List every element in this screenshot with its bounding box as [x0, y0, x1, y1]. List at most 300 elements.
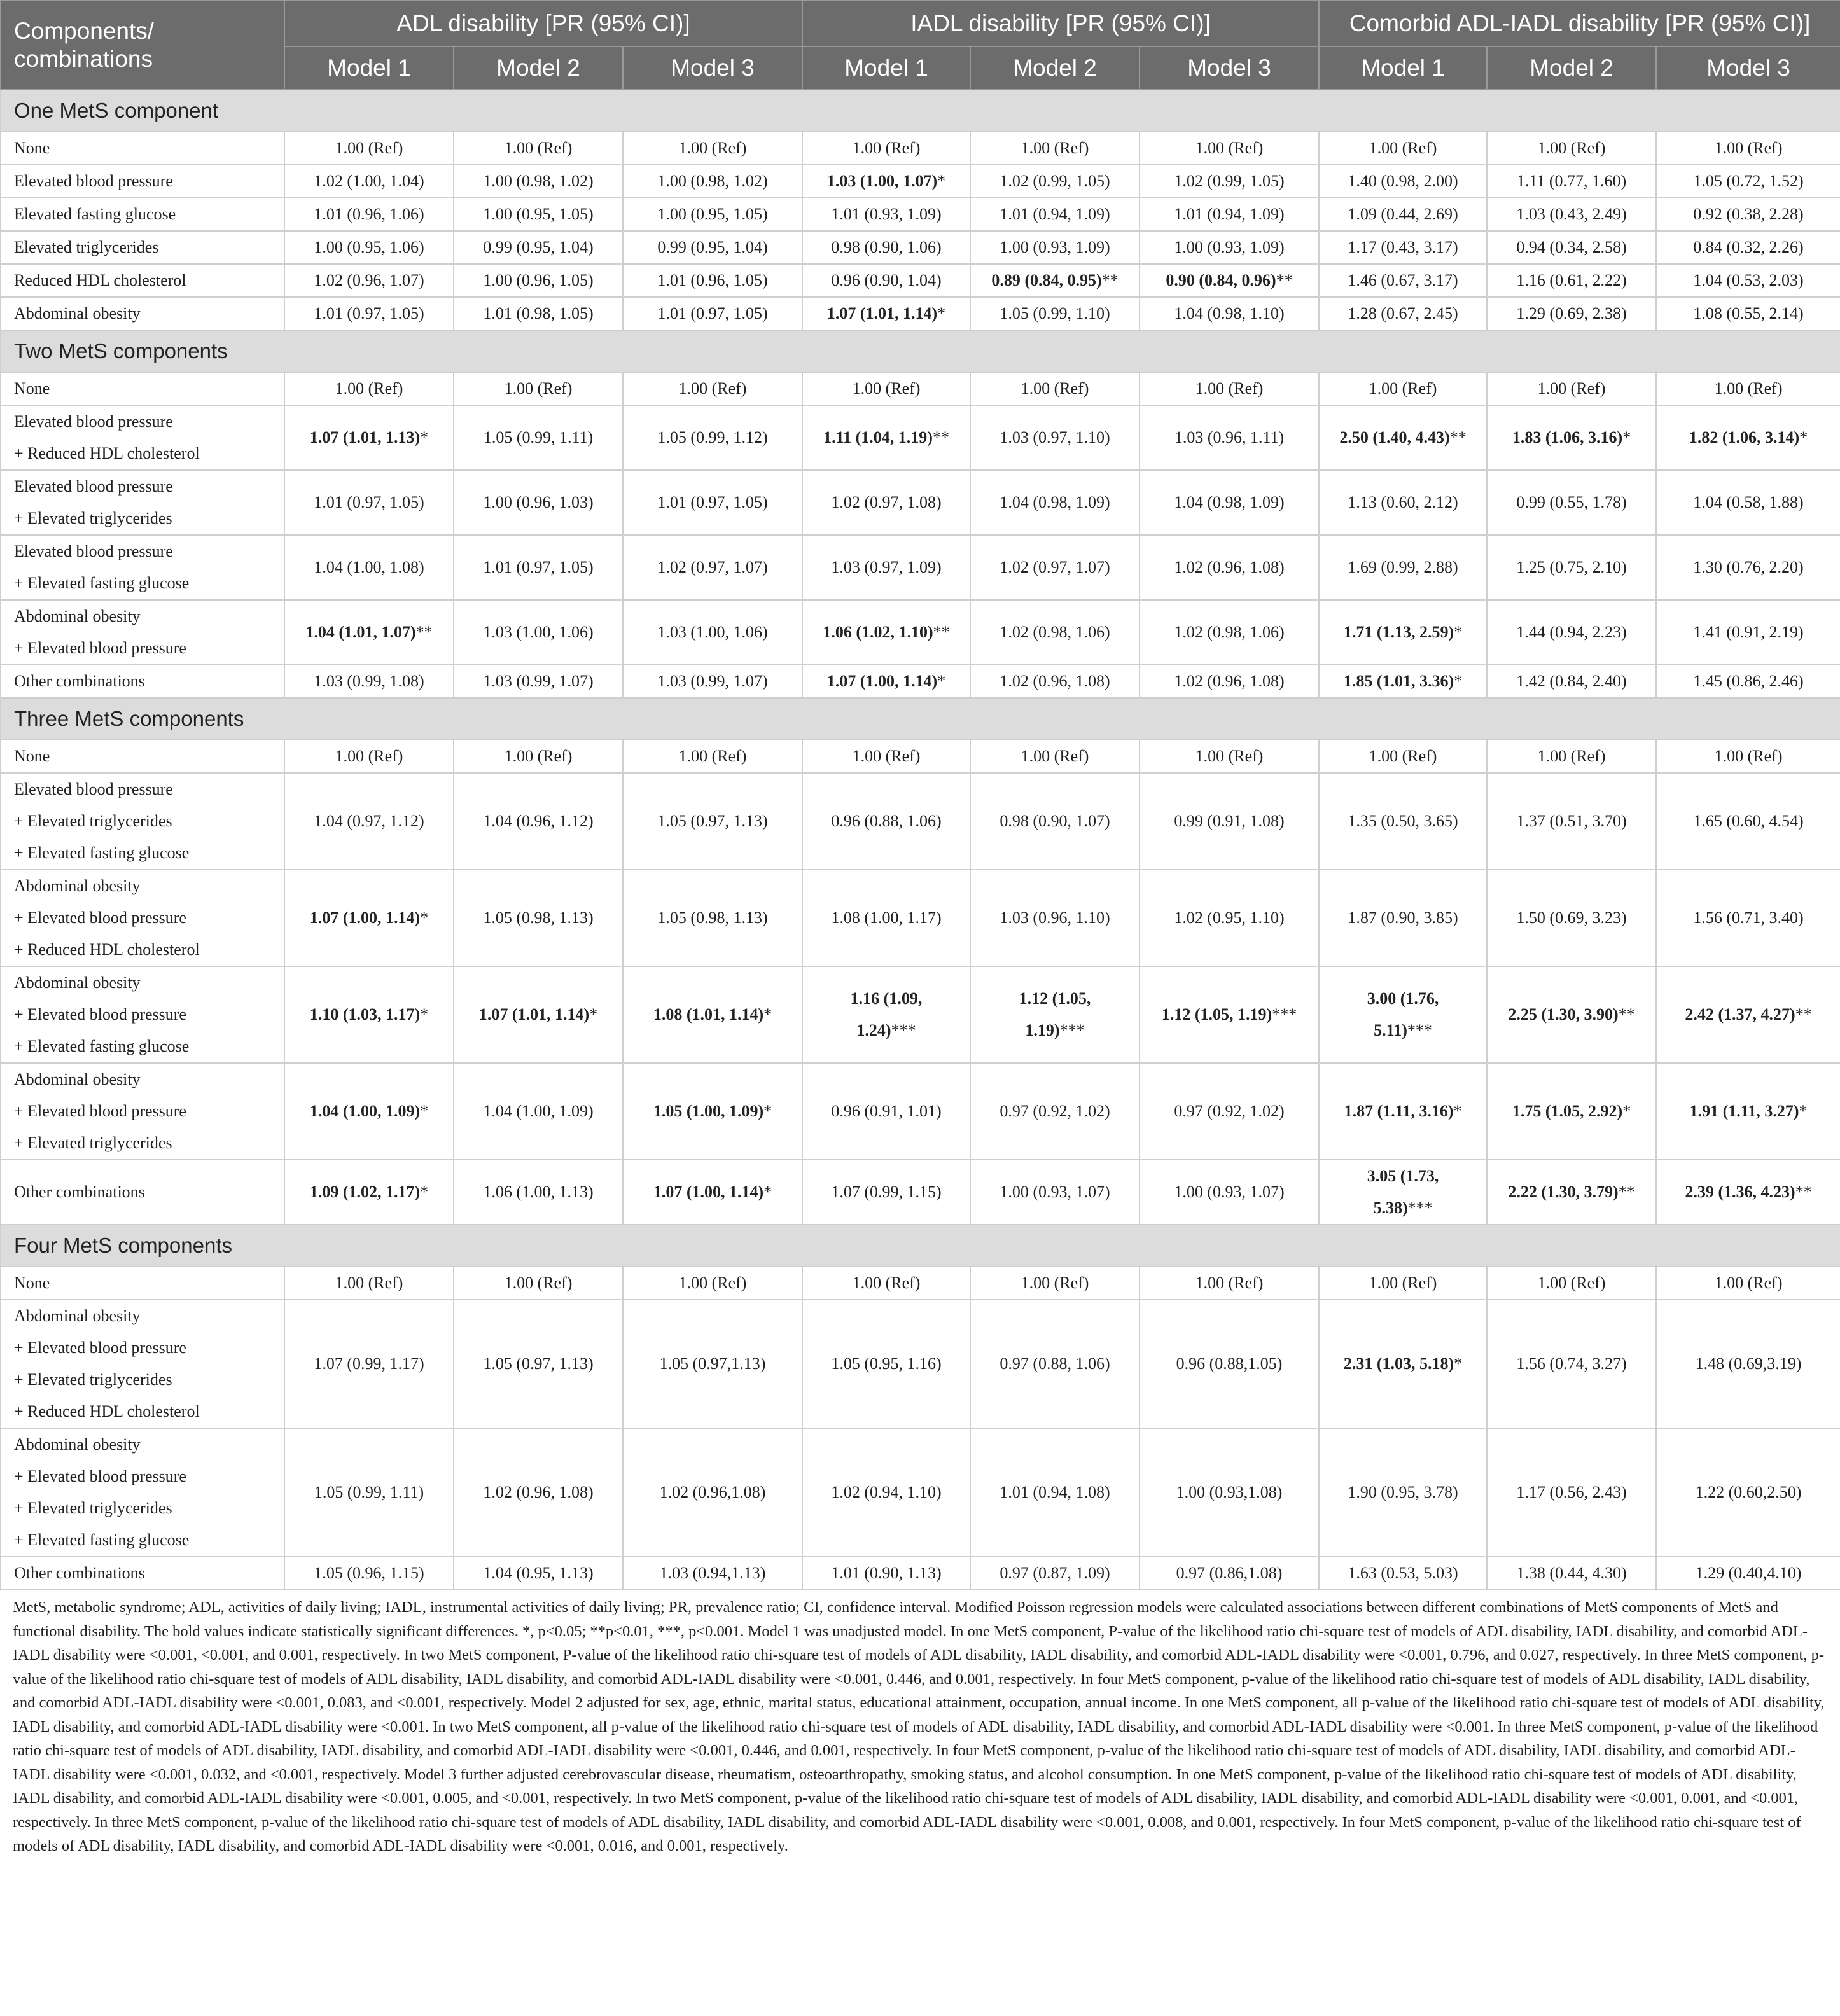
significance-marker: ** [1618, 1005, 1635, 1024]
table-cell: 1.87 (1.11, 3.16)* [1319, 1063, 1487, 1160]
model-header: Model 3 [1140, 46, 1319, 90]
table-cell: 0.84 (0.32, 2.26) [1656, 231, 1840, 264]
row-label: Other combinations [1, 1557, 284, 1590]
row-label: Elevated blood pressure + Elevated triglycerides [1, 470, 284, 535]
table-cell: 1.02 (0.99, 1.05) [970, 165, 1140, 198]
table-cell: 1.02 (0.96, 1.08) [454, 1428, 623, 1557]
table-cell: 1.03 (0.99, 1.07) [454, 665, 623, 698]
table-cell: 1.00 (Ref) [802, 740, 970, 773]
table-cell: 1.05 (1.00, 1.09)* [623, 1063, 802, 1160]
significance-marker: * [420, 1183, 429, 1201]
significance-marker: * [1454, 672, 1463, 690]
model-header: Model 3 [623, 46, 802, 90]
table-cell: 1.35 (0.50, 3.65) [1319, 773, 1487, 870]
table-row [1, 264, 1840, 297]
table-cell: 1.00 (Ref) [284, 1267, 454, 1300]
table-cell: 1.00 (0.95, 1.05) [623, 198, 802, 231]
table-row [1, 600, 1840, 665]
table-cell: 1.05 (0.97, 1.13) [623, 773, 802, 870]
table-cell: 1.03 (0.97, 1.09) [802, 535, 970, 600]
table-cell: 1.00 (Ref) [970, 1267, 1140, 1300]
table-cell: 2.25 (1.30, 3.90)** [1487, 966, 1656, 1063]
table-cell: 1.00 (Ref) [1319, 132, 1487, 165]
table-cell: 1.06 (1.00, 1.13) [454, 1160, 623, 1225]
row-label: Elevated triglycerides [1, 231, 284, 264]
significance-marker: * [763, 1102, 772, 1120]
table-cell: 0.97 (0.87, 1.09) [970, 1557, 1140, 1590]
table-cell: 1.03 (1.00, 1.06) [623, 600, 802, 665]
row-label: Abdominal obesity + Elevated blood pressure + Elevated triglycerides [1, 1063, 284, 1160]
table-cell: 1.00 (Ref) [1319, 372, 1487, 405]
table-cell: 0.99 (0.95, 1.04) [623, 231, 802, 264]
significance-marker: * [420, 1005, 429, 1024]
table-cell: 0.99 (0.91, 1.08) [1140, 773, 1319, 870]
table-cell: 1.11 (0.77, 1.60) [1487, 165, 1656, 198]
table-cell: 1.00 (0.95, 1.06) [284, 231, 454, 264]
table-cell: 2.50 (1.40, 4.43)** [1319, 405, 1487, 470]
significance-marker: *** [1059, 1021, 1085, 1039]
section-title: Two MetS components [1, 330, 1840, 372]
row-label: None [1, 372, 284, 405]
table-cell: 1.00 (Ref) [454, 132, 623, 165]
table-cell: 1.03 (0.43, 2.49) [1487, 198, 1656, 231]
table-cell: 2.39 (1.36, 4.23)** [1656, 1160, 1840, 1225]
significance-marker: * [937, 672, 946, 690]
row-label: None [1, 740, 284, 773]
table-cell: 1.13 (0.60, 2.12) [1319, 470, 1487, 535]
table-cell: 1.04 (0.58, 1.88) [1656, 470, 1840, 535]
table-cell: 1.17 (0.56, 2.43) [1487, 1428, 1656, 1557]
table-row [1, 1160, 1840, 1225]
table-cell: 1.48 (0.69,3.19) [1656, 1300, 1840, 1428]
table-cell: 0.96 (0.88,1.05) [1140, 1300, 1319, 1428]
table-row [1, 1300, 1840, 1428]
table-cell: 1.01 (0.97, 1.05) [454, 535, 623, 600]
table-cell: 1.02 (1.00, 1.04) [284, 165, 454, 198]
table-cell: 0.98 (0.90, 1.07) [970, 773, 1140, 870]
table-cell: 1.00 (Ref) [1656, 740, 1840, 773]
table-row [1, 1267, 1840, 1300]
table-cell: 1.02 (0.96, 1.08) [1140, 535, 1319, 600]
significance-marker: * [420, 1102, 429, 1120]
section-title: Four MetS components [1, 1225, 1840, 1267]
group-header-adl: ADL disability [PR (95% CI)] [284, 1, 802, 46]
table-cell: 0.97 (0.92, 1.02) [970, 1063, 1140, 1160]
table-cell: 1.56 (0.71, 3.40) [1656, 870, 1840, 966]
table-cell: 1.00 (0.93, 1.09) [970, 231, 1140, 264]
table-cell: 1.08 (1.00, 1.17) [802, 870, 970, 966]
row-label: Elevated blood pressure + Elevated triglycerides + Elevated fasting glucose [1, 773, 284, 870]
table-cell: 0.96 (0.90, 1.04) [802, 264, 970, 297]
row-label: Elevated blood pressure + Elevated fasting glucose [1, 535, 284, 600]
table-cell: 1.00 (Ref) [1140, 1267, 1319, 1300]
table-cell: 1.83 (1.06, 3.16)* [1487, 405, 1656, 470]
table-cell: 1.06 (1.02, 1.10)** [802, 600, 970, 665]
table-cell: 1.04 (1.00, 1.08) [284, 535, 454, 600]
table-cell: 1.02 (0.96, 1.07) [284, 264, 454, 297]
significance-marker: * [1622, 428, 1631, 447]
table-cell: 1.01 (0.96, 1.06) [284, 198, 454, 231]
row-label: Abdominal obesity + Elevated blood pressure + Elevated fasting glucose [1, 966, 284, 1063]
table-body [1, 90, 1840, 1590]
table-cell: 0.96 (0.88, 1.06) [802, 773, 970, 870]
section-header [1, 330, 1840, 372]
row-label: Abdominal obesity + Elevated blood pressure [1, 600, 284, 665]
table-cell: 1.16 (0.61, 2.22) [1487, 264, 1656, 297]
table-cell: 1.12 (1.05, 1.19)*** [1140, 966, 1319, 1063]
table-cell: 1.04 (0.97, 1.12) [284, 773, 454, 870]
table-cell: 1.04 (0.53, 2.03) [1656, 264, 1840, 297]
significance-marker: ** [1101, 271, 1119, 289]
table-cell: 1.00 (Ref) [1656, 1267, 1840, 1300]
significance-marker: *** [891, 1021, 916, 1039]
table-cell: 1.00 (Ref) [1140, 740, 1319, 773]
significance-marker: * [1799, 428, 1808, 447]
table-cell: 1.44 (0.94, 2.23) [1487, 600, 1656, 665]
table-footnote: MetS, metabolic syndrome; ADL, activities of daily living; IADL, instrumental activities of daily living; PR, prevalence ratio; CI, confidence interval. Modified Poisson regression models were calculated associations between different combinations of MetS components of MetS and functional disability. The bold values indicate statistically significant differences. *, p<0.05; **p<0.01, ***, p<0.001. Model 1 was unadjusted model. In one MetS component, P-value of the likelihood ratio chi-square test of models of ADL disability, IADL disability, and comorbid ADL-IADL disability were <0.001, <0.001, and 0.001, respectively. In two MetS component, P-value of the likelihood ratio chi-square test of models of ADL disability, IADL disability, and comorbid ADL-IADL disability were <0.001, 0.796, and 0.027, respectively. In three MetS component, p-value of the likelihood ratio chi-square test of models of ADL disability, IADL disability, and comorbid ADL-IADL disability were <0.001, 0.446, and 0.001, respectively. In four MetS component, p-value of the likelihood ratio chi-square test of models of ADL disability, IADL disability, and comorbid ADL-IADL disability were <0.001, 0.083, and <0.001, respectively. Model 2 adjusted for sex, age, ethnic, marital status, educational attainment, occupation, annual income. In one MetS component, all p-value of the likelihood ratio chi-square test of models of ADL disability, IADL disability, and comorbid ADL-IADL disability were <0.001. In two MetS component, all p-value of the likelihood ratio chi-square test of models of ADL disability, IADL disability, and comorbid ADL-IADL disability were <0.001. In three MetS component, p-value of the likelihood ratio chi-square test of models of ADL disability, IADL disability, and comorbid ADL-IADL disability were <0.001, 0.446, and 0.001, respectively. In four MetS component, p-value of the likelihood ratio chi-square test of models of ADL disability, IADL disability, and comorbid ADL-IADL disability were <0.001, 0.032, and <0.001, respectively. Model 3 further adjusted cerebrovascular disease, rheumatism, osteoarthropathy, smoking status, and alcohol consumption. In one MetS component, p-value of the likelihood ratio chi-square test of models of ADL disability, IADL disability, and comorbid ADL-IADL disability were <0.001, 0.005, and <0.001, respectively. In two MetS component, p-value of the likelihood ratio chi-square test of models of ADL disability, IADL disability, and comorbid ADL-IADL disability were <0.001, 0.001, and <0.001, respectively. In three MetS component, p-value of the likelihood ratio chi-square test of models of ADL disability, IADL disability, and comorbid ADL-IADL disability were <0.001, 0.008, and 0.001, respectively. In four MetS component, p-value of the likelihood ratio chi-square test of models of ADL disability, IADL disability, and comorbid ADL-IADL disability were <0.001, 0.016, and 0.001, respectively. [13, 1599, 1825, 1854]
table-cell: 1.00 (Ref) [454, 1267, 623, 1300]
table-cell: 1.07 (1.01, 1.13)* [284, 405, 454, 470]
significance-marker: * [1622, 1102, 1631, 1120]
table-cell: 1.00 (0.98, 1.02) [454, 165, 623, 198]
table-cell: 1.05 (0.72, 1.52) [1656, 165, 1840, 198]
significance-marker: ** [1276, 271, 1293, 289]
table-cell: 1.07 (1.01, 1.14)* [454, 966, 623, 1063]
table-cell: 1.03 (0.97, 1.10) [970, 405, 1140, 470]
table-row [1, 1428, 1840, 1557]
table-cell: 3.05 (1.73, 5.38)*** [1319, 1160, 1487, 1225]
table-cell: 1.09 (1.02, 1.17)* [284, 1160, 454, 1225]
significance-marker: ** [933, 623, 950, 641]
significance-marker: ** [1618, 1183, 1635, 1201]
table-cell: 1.50 (0.69, 3.23) [1487, 870, 1656, 966]
significance-marker: * [1454, 1354, 1463, 1373]
table-cell: 1.05 (0.99, 1.10) [970, 297, 1140, 330]
table-cell: 1.69 (0.99, 2.88) [1319, 535, 1487, 600]
table-cell: 1.04 (0.95, 1.13) [454, 1557, 623, 1590]
table-cell: 1.42 (0.84, 2.40) [1487, 665, 1656, 698]
table-cell: 0.90 (0.84, 0.96)** [1140, 264, 1319, 297]
table-cell: 1.56 (0.74, 3.27) [1487, 1300, 1656, 1428]
table-cell: 1.00 (Ref) [1140, 372, 1319, 405]
table-cell: 1.00 (Ref) [1656, 372, 1840, 405]
table-cell: 1.07 (0.99, 1.15) [802, 1160, 970, 1225]
table-cell: 1.05 (0.98, 1.13) [454, 870, 623, 966]
table-cell: 1.00 (Ref) [284, 740, 454, 773]
table-cell: 1.00 (Ref) [284, 372, 454, 405]
table-cell: 1.02 (0.97, 1.07) [623, 535, 802, 600]
table-cell: 1.12 (1.05, 1.19)*** [970, 966, 1140, 1063]
table-cell: 1.03 (0.99, 1.07) [623, 665, 802, 698]
section-title: One MetS component [1, 90, 1840, 132]
table-cell: 1.08 (1.01, 1.14)* [623, 966, 802, 1063]
table-cell: 1.05 (0.97, 1.13) [454, 1300, 623, 1428]
table-cell: 1.00 (Ref) [623, 372, 802, 405]
significance-marker: ** [1795, 1183, 1812, 1201]
table-cell: 1.01 (0.96, 1.05) [623, 264, 802, 297]
table-cell: 1.00 (Ref) [1140, 132, 1319, 165]
row-label: None [1, 132, 284, 165]
significance-marker: * [420, 428, 429, 447]
table-cell: 1.90 (0.95, 3.78) [1319, 1428, 1487, 1557]
row-label: Other combinations [1, 1160, 284, 1225]
table-cell: 2.42 (1.37, 4.27)** [1656, 966, 1840, 1063]
table-cell: 1.29 (0.40,4.10) [1656, 1557, 1840, 1590]
table-cell: 1.91 (1.11, 3.27)* [1656, 1063, 1840, 1160]
table-cell: 1.00 (Ref) [454, 740, 623, 773]
table-cell: 1.02 (0.96,1.08) [623, 1428, 802, 1557]
table-row [1, 470, 1840, 535]
table-cell: 1.38 (0.44, 4.30) [1487, 1557, 1656, 1590]
table-cell: 1.02 (0.94, 1.10) [802, 1428, 970, 1557]
row-label: Elevated fasting glucose [1, 198, 284, 231]
table-cell: 1.02 (0.98, 1.06) [1140, 600, 1319, 665]
section-header [1, 698, 1840, 740]
table-cell: 1.01 (0.94, 1.08) [970, 1428, 1140, 1557]
table-cell: 1.00 (Ref) [802, 1267, 970, 1300]
row-label-header: Components/ combinations [1, 1, 284, 90]
table-cell: 1.01 (0.93, 1.09) [802, 198, 970, 231]
significance-marker: * [937, 304, 946, 323]
section-title: Three MetS components [1, 698, 1840, 740]
table-row [1, 132, 1840, 165]
table-cell: 1.41 (0.91, 2.19) [1656, 600, 1840, 665]
table-row [1, 535, 1840, 600]
table-cell: 1.03 (0.96, 1.11) [1140, 405, 1319, 470]
table-row [1, 740, 1840, 773]
table-cell: 1.01 (0.97, 1.05) [623, 297, 802, 330]
table-cell: 0.96 (0.91, 1.01) [802, 1063, 970, 1160]
table-cell: 0.99 (0.95, 1.04) [454, 231, 623, 264]
table-cell: 1.00 (Ref) [1487, 372, 1656, 405]
table-cell: 1.00 (Ref) [1487, 1267, 1656, 1300]
group-header-iadl: IADL disability [PR (95% CI)] [802, 1, 1319, 46]
row-label: Other combinations [1, 665, 284, 698]
table-cell: 1.00 (Ref) [1487, 132, 1656, 165]
section-header [1, 90, 1840, 132]
table-cell: 1.04 (0.96, 1.12) [454, 773, 623, 870]
significance-marker: *** [1407, 1199, 1433, 1217]
table-row [1, 870, 1840, 966]
table-cell: 1.00 (0.95, 1.05) [454, 198, 623, 231]
table-cell: 1.04 (0.98, 1.09) [1140, 470, 1319, 535]
row-label: Abdominal obesity + Elevated blood pressure + Reduced HDL cholesterol [1, 870, 284, 966]
table-cell: 1.07 (1.00, 1.14)* [802, 665, 970, 698]
table-cell: 1.02 (0.99, 1.05) [1140, 165, 1319, 198]
table-cell: 1.00 (0.96, 1.03) [454, 470, 623, 535]
model-header: Model 2 [454, 46, 623, 90]
table-cell: 1.01 (0.97, 1.05) [284, 297, 454, 330]
table-row [1, 297, 1840, 330]
table-cell: 1.11 (1.04, 1.19)** [802, 405, 970, 470]
table-row [1, 966, 1840, 1063]
table-cell: 1.00 (Ref) [1319, 1267, 1487, 1300]
significance-marker: *** [1407, 1021, 1432, 1039]
table-cell: 1.65 (0.60, 4.54) [1656, 773, 1840, 870]
table-cell: 1.00 (0.93,1.08) [1140, 1428, 1319, 1557]
model-header: Model 1 [1319, 46, 1487, 90]
table-row [1, 165, 1840, 198]
table-cell: 1.02 (0.97, 1.07) [970, 535, 1140, 600]
table-cell: 1.02 (0.96, 1.08) [1140, 665, 1319, 698]
row-label: Reduced HDL cholesterol [1, 264, 284, 297]
table-cell: 2.31 (1.03, 5.18)* [1319, 1300, 1487, 1428]
table-cell: 1.00 (Ref) [454, 372, 623, 405]
table-cell: 1.29 (0.69, 2.38) [1487, 297, 1656, 330]
table-cell: 1.00 (0.93, 1.09) [1140, 231, 1319, 264]
table-cell: 1.08 (0.55, 2.14) [1656, 297, 1840, 330]
table-cell: 0.94 (0.34, 2.58) [1487, 231, 1656, 264]
table-cell: 1.28 (0.67, 2.45) [1319, 297, 1487, 330]
table-cell: 1.10 (1.03, 1.17)* [284, 966, 454, 1063]
table-cell: 1.05 (0.95, 1.16) [802, 1300, 970, 1428]
section-header [1, 1225, 1840, 1267]
table-cell: 1.00 (0.98, 1.02) [623, 165, 802, 198]
table-cell: 1.07 (1.01, 1.14)* [802, 297, 970, 330]
significance-marker: * [763, 1183, 772, 1201]
table-cell: 1.00 (Ref) [802, 372, 970, 405]
table-cell: 1.00 (Ref) [623, 1267, 802, 1300]
significance-marker: * [763, 1005, 772, 1024]
table-cell: 1.04 (0.98, 1.10) [1140, 297, 1319, 330]
table-cell: 1.02 (0.97, 1.08) [802, 470, 970, 535]
table-cell: 1.71 (1.13, 2.59)* [1319, 600, 1487, 665]
table-cell: 0.97 (0.92, 1.02) [1140, 1063, 1319, 1160]
model-header: Model 3 [1656, 46, 1840, 90]
model-header: Model 2 [970, 46, 1140, 90]
table-cell: 1.37 (0.51, 3.70) [1487, 773, 1656, 870]
table-cell: 1.00 (Ref) [623, 740, 802, 773]
table-cell: 1.01 (0.97, 1.05) [284, 470, 454, 535]
table-cell: 1.03 (1.00, 1.07)* [802, 165, 970, 198]
table-cell: 3.00 (1.76, 5.11)*** [1319, 966, 1487, 1063]
table-cell: 0.92 (0.38, 2.28) [1656, 198, 1840, 231]
significance-marker: * [1799, 1102, 1808, 1120]
table-cell: 1.01 (0.90, 1.13) [802, 1557, 970, 1590]
table-cell: 1.22 (0.60,2.50) [1656, 1428, 1840, 1557]
table-cell: 1.01 (0.98, 1.05) [454, 297, 623, 330]
table-cell: 1.04 (0.98, 1.09) [970, 470, 1140, 535]
table-cell: 1.09 (0.44, 2.69) [1319, 198, 1487, 231]
table-cell: 1.01 (0.94, 1.09) [1140, 198, 1319, 231]
table-cell: 1.07 (1.00, 1.14)* [623, 1160, 802, 1225]
table-cell: 1.82 (1.06, 3.14)* [1656, 405, 1840, 470]
table-cell: 1.00 (Ref) [802, 132, 970, 165]
significance-marker: ** [1795, 1005, 1812, 1024]
table-cell: 1.00 (0.96, 1.05) [454, 264, 623, 297]
model-header: Model 1 [802, 46, 970, 90]
table-row [1, 372, 1840, 405]
table-cell: 1.63 (0.53, 5.03) [1319, 1557, 1487, 1590]
model-header: Model 1 [284, 46, 454, 90]
table-cell: 1.03 (0.99, 1.08) [284, 665, 454, 698]
table-cell: 1.00 (Ref) [970, 740, 1140, 773]
significance-marker: * [937, 172, 946, 190]
table-cell: 1.05 (0.99, 1.11) [454, 405, 623, 470]
row-label: Abdominal obesity + Elevated blood pressure + Elevated triglycerides + Reduced HDL cholesterol [1, 1300, 284, 1428]
table-cell: 1.03 (1.00, 1.06) [454, 600, 623, 665]
table-cell: 1.05 (0.99, 1.11) [284, 1428, 454, 1557]
table-cell: 1.00 (Ref) [1656, 132, 1840, 165]
row-label: Elevated blood pressure [1, 165, 284, 198]
table-cell: 0.98 (0.90, 1.06) [802, 231, 970, 264]
significance-marker: *** [1272, 1005, 1297, 1024]
table-cell: 1.04 (1.00, 1.09)* [284, 1063, 454, 1160]
table-cell: 0.97 (0.86,1.08) [1140, 1557, 1319, 1590]
row-label: None [1, 1267, 284, 1300]
table-cell: 1.87 (0.90, 3.85) [1319, 870, 1487, 966]
table-cell: 1.00 (0.93, 1.07) [970, 1160, 1140, 1225]
table-cell: 1.05 (0.96, 1.15) [284, 1557, 454, 1590]
row-label: Abdominal obesity [1, 297, 284, 330]
group-header-comorbid: Comorbid ADL-IADL disability [PR (95% CI)] [1319, 1, 1840, 46]
table-cell: 1.03 (0.94,1.13) [623, 1557, 802, 1590]
table-cell: 1.85 (1.01, 3.36)* [1319, 665, 1487, 698]
significance-marker: ** [1449, 428, 1467, 447]
table-row [1, 198, 1840, 231]
table-cell: 1.16 (1.09, 1.24)*** [802, 966, 970, 1063]
significance-marker: * [1454, 623, 1463, 641]
table-cell: 1.04 (1.01, 1.07)** [284, 600, 454, 665]
table-cell: 1.30 (0.76, 2.20) [1656, 535, 1840, 600]
table-cell: 0.97 (0.88, 1.06) [970, 1300, 1140, 1428]
table-cell: 2.22 (1.30, 3.79)** [1487, 1160, 1656, 1225]
table-cell: 1.05 (0.98, 1.13) [623, 870, 802, 966]
table-cell: 0.89 (0.84, 0.95)** [970, 264, 1140, 297]
table-cell: 1.45 (0.86, 2.46) [1656, 665, 1840, 698]
table-row [1, 405, 1840, 470]
significance-marker: * [420, 908, 429, 927]
table-cell: 0.99 (0.55, 1.78) [1487, 470, 1656, 535]
table-cell: 1.75 (1.05, 2.92)* [1487, 1063, 1656, 1160]
table-row [1, 231, 1840, 264]
table-cell: 1.00 (Ref) [284, 132, 454, 165]
table-cell: 1.00 (Ref) [970, 132, 1140, 165]
table-cell: 1.17 (0.43, 3.17) [1319, 231, 1487, 264]
table-cell: 1.05 (0.97,1.13) [623, 1300, 802, 1428]
table-cell: 1.40 (0.98, 2.00) [1319, 165, 1487, 198]
table-cell: 1.07 (0.99, 1.17) [284, 1300, 454, 1428]
model-header: Model 2 [1487, 46, 1656, 90]
table-cell: 1.02 (0.95, 1.10) [1140, 870, 1319, 966]
significance-marker: * [1453, 1102, 1462, 1120]
significance-marker: * [589, 1005, 598, 1024]
table-cell: 1.01 (0.97, 1.05) [623, 470, 802, 535]
significance-marker: ** [415, 623, 433, 641]
table-cell: 1.02 (0.98, 1.06) [970, 600, 1140, 665]
table-cell: 1.00 (Ref) [623, 132, 802, 165]
row-label: Elevated blood pressure + Reduced HDL cholesterol [1, 405, 284, 470]
table-cell: 1.00 (Ref) [1487, 740, 1656, 773]
table-row [1, 1557, 1840, 1590]
row-label: Abdominal obesity + Elevated blood pressure + Elevated triglycerides + Elevated fasting glucose [1, 1428, 284, 1557]
table-cell: 1.25 (0.75, 2.10) [1487, 535, 1656, 600]
table-row [1, 665, 1840, 698]
table-row [1, 773, 1840, 870]
table-cell: 1.03 (0.96, 1.10) [970, 870, 1140, 966]
table-cell: 1.46 (0.67, 3.17) [1319, 264, 1487, 297]
table-cell: 1.01 (0.94, 1.09) [970, 198, 1140, 231]
significance-marker: ** [932, 428, 949, 447]
table-header [1, 1, 1840, 90]
table-cell: 1.02 (0.96, 1.08) [970, 665, 1140, 698]
table-row [1, 1063, 1840, 1160]
table-cell: 1.05 (0.99, 1.12) [623, 405, 802, 470]
table-cell: 1.00 (0.93, 1.07) [1140, 1160, 1319, 1225]
table-cell: 1.07 (1.00, 1.14)* [284, 870, 454, 966]
table-cell: 1.04 (1.00, 1.09) [454, 1063, 623, 1160]
table-cell: 1.00 (Ref) [970, 372, 1140, 405]
